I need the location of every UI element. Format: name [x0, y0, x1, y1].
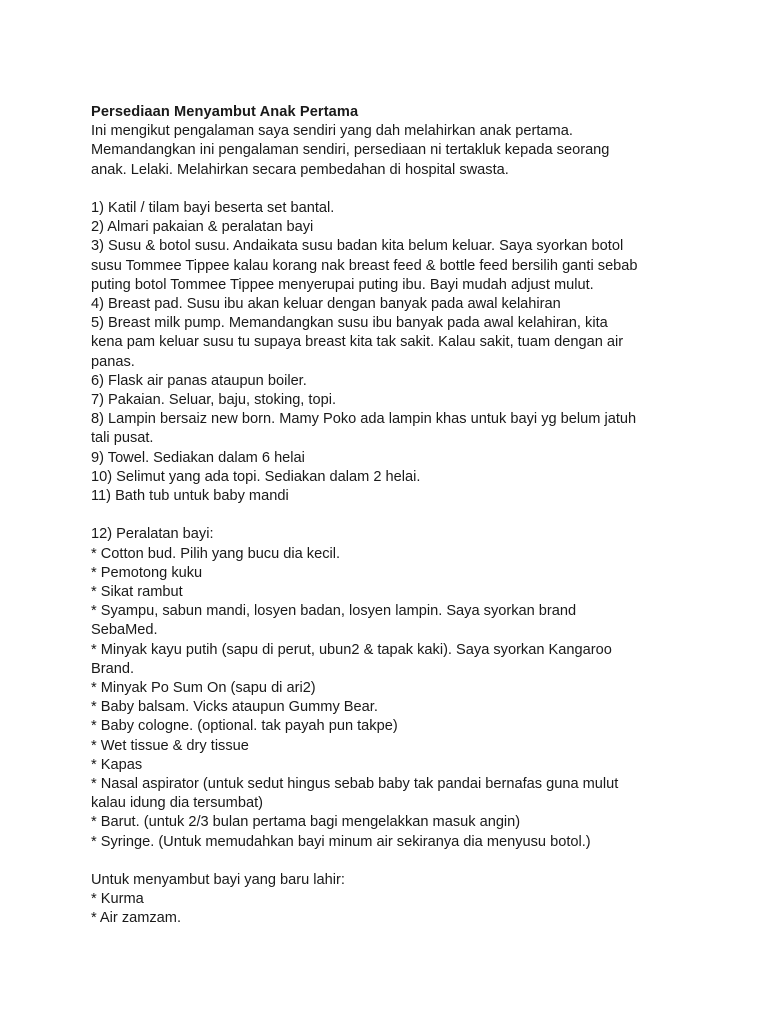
list-item: * Minyak Po Sum On (sapu di ari2) — [91, 680, 316, 697]
main-list — [91, 199, 721, 506]
list-item: * Air zamzam. — [91, 910, 182, 927]
list-item: 7) Pakaian. Seluar, baju, stoking, topi. — [91, 392, 337, 409]
list-item: * Minyak kayu putih (sapu di perut, ubun2 & tapak kaki). Saya syorkan Kangaroo — [91, 641, 612, 658]
list-item: panas. — [91, 353, 135, 370]
list-item: Brand. — [91, 660, 134, 677]
list-item: * Nasal aspirator (untuk sedut hingus sebab baby tak pandai bernafas guna mulut — [91, 776, 619, 793]
list-item: tali pusat. — [91, 430, 154, 447]
newborn-list — [91, 871, 721, 929]
list-item: 11) Bath tub untuk baby mandi — [91, 488, 289, 505]
list-item: * Cotton bud. Pilih yang bucu dia kecil. — [91, 545, 341, 562]
list-item: 9) Towel. Sediakan dalam 6 helai — [91, 449, 305, 466]
document-title: Persediaan Menyambut Anak Pertama — [91, 104, 359, 120]
intro-line: anak. Lelaki. Melahirkan secara pembedahan di hospital swasta. — [91, 161, 509, 178]
list-item: * Pemotong kuku — [91, 564, 203, 581]
list-item: * Baby balsam. Vicks ataupun Gummy Bear. — [91, 699, 378, 716]
list-item: 6) Flask air panas ataupun boiler. — [91, 372, 307, 389]
peralatan-list — [91, 525, 721, 851]
intro-line: Ini mengikut pengalaman saya sendiri yang dah melahirkan anak pertama. — [91, 123, 573, 140]
list-item: 2) Almari pakaian & peralatan bayi — [91, 219, 314, 236]
list-item: 1) Katil / tilam bayi beserta set bantal. — [91, 200, 335, 216]
list-item: 8) Lampin bersaiz new born. Mamy Poko ada lampin khas untuk bayi yg belum jatuh — [91, 411, 637, 428]
paragraph-gap — [91, 180, 721, 199]
list-item: * Kurma — [91, 891, 144, 908]
list-item: 3) Susu & botol susu. Andaikata susu badan kita belum keluar. Saya syorkan botol — [91, 238, 624, 255]
list-item: SebaMed. — [91, 622, 158, 639]
list-item: 4) Breast pad. Susu ibu akan keluar dengan banyak pada awal kelahiran — [91, 296, 561, 313]
list-item: * Sikat rambut — [91, 584, 183, 601]
list-item: * Syringe. (Untuk memudahkan bayi minum air sekiranya dia menyusu botol.) — [91, 833, 591, 850]
list-item: Untuk menyambut bayi yang baru lahir: — [91, 872, 345, 889]
list-item: * Kapas — [91, 756, 143, 773]
list-item: susu Tommee Tippee kalau korang nak breast feed & bottle feed bersilih ganti sebab — [91, 257, 638, 274]
paragraph-gap — [91, 852, 721, 871]
intro-paragraph — [91, 122, 721, 180]
list-item: 10) Selimut yang ada topi. Sediakan dalam 2 helai. — [91, 468, 421, 485]
list-item: puting botol Tommee Tippee menyerupai puting ibu. Bayi mudah adjust mulut. — [91, 276, 594, 293]
paragraph-gap — [91, 506, 721, 525]
list-item: * Syampu, sabun mandi, losyen badan, losyen lampin. Saya syorkan brand — [91, 603, 577, 620]
list-item: * Baby cologne. (optional. tak payah pun takpe) — [91, 718, 398, 735]
list-item: 5) Breast milk pump. Memandangkan susu ibu banyak pada awal kelahiran, kita — [91, 315, 608, 332]
document-page — [91, 103, 721, 929]
intro-line: Memandangkan ini pengalaman sendiri, persediaan ni tertakluk kepada seorang — [91, 142, 610, 159]
list-item: * Barut. (untuk 2/3 bulan pertama bagi mengelakkan masuk angin) — [91, 814, 521, 831]
list-item: kena pam keluar susu tu supaya breast kita tak sakit. Kalau sakit, tuam dengan air — [91, 334, 624, 351]
list-item: kalau idung dia tersumbat) — [91, 795, 263, 812]
list-item: 12) Peralatan bayi: — [91, 526, 214, 543]
list-item: * Wet tissue & dry tissue — [91, 737, 249, 754]
